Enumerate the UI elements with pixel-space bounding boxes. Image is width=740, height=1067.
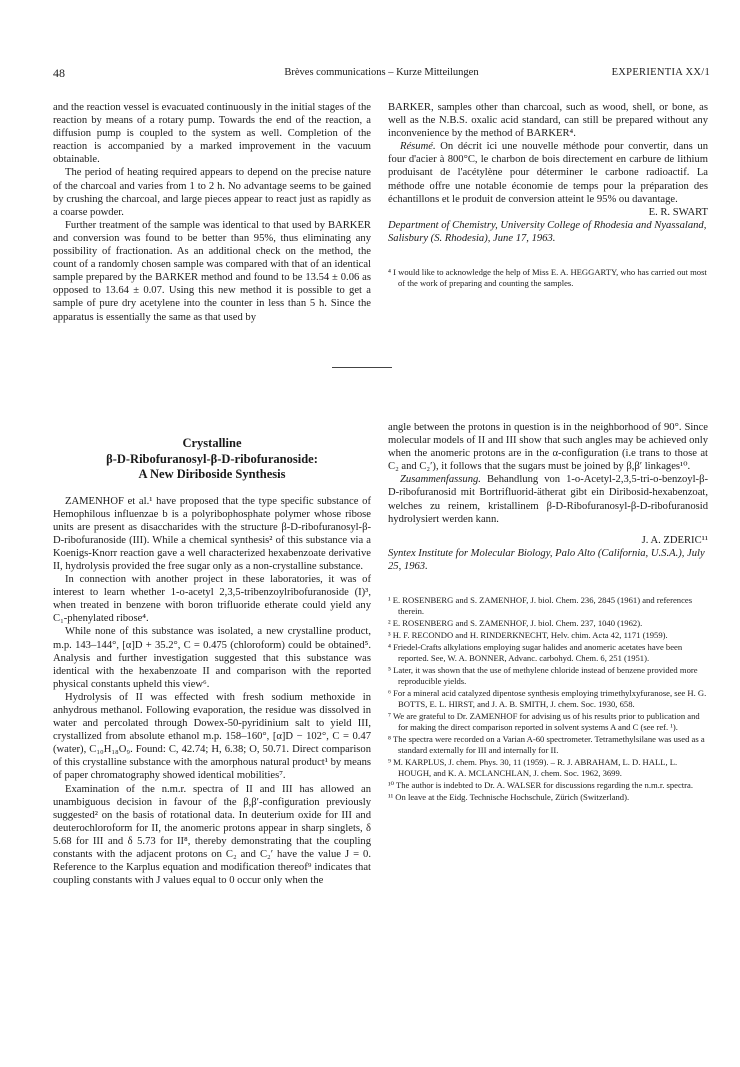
- zusammenfassung: [388, 473, 708, 525]
- author-signature: E. R. SWART: [648, 206, 708, 218]
- footnotes: [388, 267, 708, 289]
- article1-right-column: [388, 101, 708, 290]
- footnotes: [388, 595, 708, 803]
- footnote: ⁶ For a mineral acid catalyzed dipentose synthesis employing trimethylxyfuranose, see H. G. BOTTS, E. L. HIRST, and J. A. B. SMITH, J. chem. Soc. 1930, 658.: [388, 688, 707, 710]
- article1-left-column: [53, 101, 371, 324]
- paragraph: angle between the protons in question is in the neighborhood of 90°. Since molecular models of II and III show that such angles may be achieved only when the anomeric protons are in the α-configuration (i.e trans to those at C₂ and C₂′), it follows that the sugars must be joined by β,β′ linkages¹⁰.: [388, 422, 708, 473]
- resume-text: On décrit ici une nouvelle méthode pour convertir, dans un four d'acier à 800°C, le charbon de bois directement en carbure de lithium produisant de l'acétylène pour déterminer le carbone radioactif. La méthode offre une notable économie de temps pour la préparation des échantillons et le produit de conversion atteint le 95% ou davantage.: [388, 141, 708, 205]
- footnote: ³ H. F. RECONDO and H. RINDERKNECHT, Helv. chim. Acta 42, 1171 (1959).: [388, 630, 668, 641]
- paragraph: and the reaction vessel is evacuated continuously in the initial stages of the reaction by means of a rotary pump. Towards the end of the reaction, a diffusion pump is coupled to the system as well. Completion of the reaction is accompanied by a marked improvement in the vacuum obtainable.: [53, 102, 371, 166]
- resume: [388, 140, 708, 205]
- footnote: ¹⁰ The author is indebted to Dr. A. WALSER for discussions regarding the n.m.r. spectra.: [388, 780, 694, 791]
- footnote: ⁸ The spectra were recorded on a Varian A-60 spectrometer. Tetramethylsilane was used as a standard externally for III and internally for II.: [388, 734, 705, 756]
- title-line: β-D-Ribofuranosyl-β-D-ribofuranoside:: [106, 451, 318, 466]
- paragraph: ZAMENHOF et al.¹ have proposed that the type specific substance of Hemophilous influenzae b is a polyribophosphate polymer whose ribose units are present as disaccharides with the structure β-D-ribofuranosyl-β-D-ribofuranoside (III). While a chemical synthesis² of this substance via a Koenigs-Knorr reaction gave a well characterized hexabenzoate derivative II, hydrolysis provided the free sugar only as a non-crystalline substance.: [53, 495, 371, 572]
- affiliation: Syntex Institute for Molecular Biology, Palo Alto (California, U.S.A.), July 25, 1963.: [388, 547, 705, 572]
- title-line: A New Diriboside Synthesis: [138, 467, 286, 481]
- paragraph: Hydrolysis of II was effected with fresh sodium methoxide in anhydrous methanol. Following evaporation, the residue was dissolved in water and percolated through Dowex-50-pyridinium salt to yield III, crystallized from absolute ethanol m.p. 158–160°, [α]D − 102°, C = 0.47 (water), C₁₀H₁₈O₉. Found: C, 42.74; H, 6.38; O, 50.71. Direct comparison of this crystalline substance with the amorphous natural product¹ by means of paper chromatography showed identical mobilities⁷.: [53, 691, 371, 782]
- footnote: ⁷ We are grateful to Dr. ZAMENHOF for advising us of his results prior to publication and for making the direct comparison reported in solvent systems A and C (see ref. ¹).: [388, 711, 700, 733]
- paragraph: In connection with another project in these laboratories, it was of interest to learn whether 1-o-acetyl 2,3,5-tribenzoylribofuranoside (I)³, when treated in benzene with boron trifluoride etherate could yield any C₁-phenylated ribose⁴.: [53, 574, 371, 625]
- footnote: ⁹ M. KARPLUS, J. chem. Phys. 30, 11 (1959). – R. J. ABRAHAM, L. D. HALL, L. HOUGH, and K. A. MCLANCHLAN, J. chem. Soc. 1962, 3699.: [388, 757, 678, 779]
- zusammenfassung-text: Behandlung von 1-o-Acetyl-2,3,5-tri-o-benzoyl-β-D-ribofuranosid mit Bortrifluorid-ätherat gibt ein Diribosid-hexabenzoat, welches zu reinem, kristallinem β-D-Ribofuranosyl-β-D-ribofuranosid hydrolysiert werden kann.: [388, 474, 708, 525]
- article2-left-column: [53, 436, 371, 887]
- footnote: ⁴ Friedel-Crafts alkylations employing sugar halides and anomeric acetates have been reported. See, W. A. BONNER, Advanc. carbohyd. Chem. 6, 251 (1951).: [388, 642, 683, 664]
- resume-label: Résumé.: [400, 141, 436, 153]
- article2-right-column: [388, 421, 708, 804]
- paragraph: BARKER, samples other than charcoal, such as wood, shell, or bone, as well as the N.B.S. oxalic acid standard, can still be prepared without any inconvenience by the method of BARKER⁴.: [388, 102, 708, 140]
- author-signature: J. A. ZDERIC¹¹: [641, 534, 708, 546]
- footnote: ¹ E. ROSENBERG and S. ZAMENHOF, J. biol. Chem. 236, 2845 (1961) and references therein.: [388, 595, 693, 617]
- footnote: ² E. ROSENBERG and S. ZAMENHOF, J. biol. Chem. 237, 1040 (1962).: [388, 618, 643, 629]
- paragraph: Examination of the n.m.r. spectra of II and III has allowed an unambiguous decision in favour of the β,β′-configuration previously suggested² on the basis of rotational data. In deuterium oxide for III and deuterochloroform for II, the anomeric protons appear in sharp singlets, δ 5.68 for III and δ 5.73 for II⁸, thereby demonstrating that the coupling constants with the adjacent protons on C₂ and C₂′ have the value J = 0. Reference to the Karplus equation and modification thereof⁹ indicates that coupling constants with J values equal to 0 occur only when the: [53, 783, 371, 887]
- article-title: [53, 436, 371, 483]
- zusammenfassung-label: Zusammenfassung.: [400, 474, 481, 486]
- article-divider: [332, 367, 392, 368]
- paragraph: The period of heating required appears to depend on the precise nature of the charcoal and varies from 1 to 2 h. No advantage seems to be gained by crushing the charcoal, and large pieces appear to react just as rapidly as a coarse powder.: [53, 167, 371, 218]
- footnote: ¹¹ On leave at the Eidg. Technische Hochschule, Zürich (Switzerland).: [388, 792, 630, 803]
- running-title: Brèves communications – Kurze Mitteilungen: [284, 67, 479, 78]
- paragraph: While none of this substance was isolated, a new crystalline product, m.p. 143–144°, [α]D + 35.2°, C = 0.475 (chloroform) could be obtained⁵. Analysis and further investigation suggested that this substance was identical with the hexabenzoate II and comparison with the reported physical constants upheld this view⁶.: [53, 626, 371, 690]
- title-line: Crystalline: [182, 436, 242, 450]
- page-header: [53, 66, 710, 80]
- footnote: ⁴ I would like to acknowledge the help of Miss E. A. HEGGARTY, who has carried out most of the work of preparing and counting the samples.: [388, 267, 707, 289]
- paragraph: Further treatment of the sample was identical to that used by BARKER and conversion was found to be better than 95%, thus eliminating any possibility of fractionation. As an additional check on the method, the count of a randomly chosen sample was compared with that of an identical sample prepared by the BARKER method and found to be 13.54 ± 0.06 as opposed to 13.64 ± 0.07. Using this new method it is possible to get a sample of pure dry acetylene into the counter in less than 5 h. Since the apparatus is essentially the same as that used by: [53, 219, 371, 323]
- journal-name: EXPERIENTIA XX/1: [611, 67, 710, 78]
- page-number: 48: [53, 66, 65, 80]
- footnote: ⁵ Later, it was shown that the use of methylene chloride instead of benzene provided more reproducible yields.: [388, 665, 698, 687]
- affiliation: Department of Chemistry, University College of Rhodesia and Nyassaland, Salisbury (S. Rhodesia), June 17, 1963.: [388, 219, 707, 244]
